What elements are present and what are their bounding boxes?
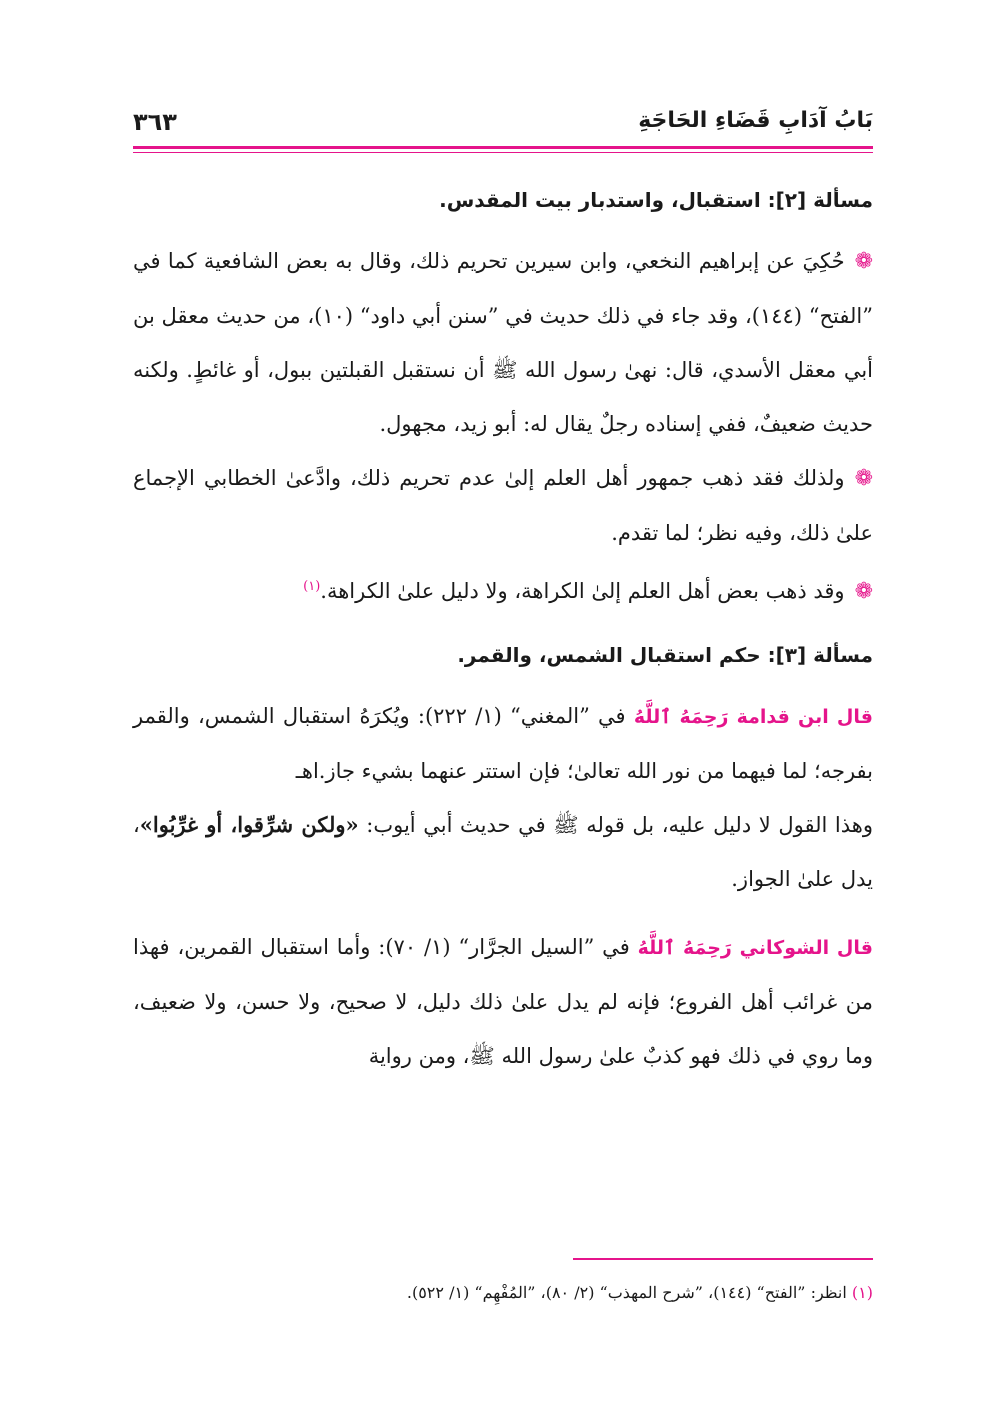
- chapter-title: بَابُ آدَابِ قَضَاءِ الحَاجَةِ: [638, 108, 873, 133]
- footnote-reference[interactable]: (١): [303, 579, 321, 594]
- header-rule-thick: [133, 146, 873, 149]
- paragraph-text: وقد ذهب بعض أهل العلم إلىٰ الكراهة، ولا دليل علىٰ الكراهة.: [320, 579, 845, 603]
- hadith-quote: «ولكن شرِّقوا، أو غرِّبُوا»: [139, 812, 359, 837]
- header-rule-thin: [133, 152, 873, 153]
- footnote-text: انظر: ”الفتح“ (١٤٤)، ”شرح المهذب“ (٢/ ٨٠)، ”المُفْهِم“ (١/ ٥٢٢).: [406, 1283, 847, 1302]
- footnote: [133, 1280, 873, 1306]
- page-number: ٣٦٣: [133, 108, 177, 136]
- paragraph-text: حُكِيَ عن إبراهيم النخعي، وابن سيرين تحريم ذلك، وقال به بعض الشافعية كما في ”الفتح“ (١٤٤)، وقد جاء في ذلك حديث في ”سنن أبي داود“ (١٠)، من حديث معقل بن أبي معقل الأسدي، قال: نهىٰ رسول الله ﷺ أن نستقبل القبلتين ببول، أو غائطٍ. ولكنه حديث ضعيفٌ، ففي إسناده رجلٌ يقال له: أبو زيد، مجهول.: [133, 249, 873, 436]
- paragraph-text: ، يدل علىٰ الجواز.: [133, 813, 873, 891]
- section-heading-q2: مسألة [٢]: استقبال، واستدبار بيت المقدس.: [439, 188, 873, 212]
- paragraph-text: في ”المغني“ (١/ ٢٢٢): ويُكرَهُ استقبال الشمس، والقمر بفرجه؛ لما فيهما من نور الله تعالىٰ؛ فإن استتر عنهما بشيء جاز.اهـ: [133, 704, 873, 783]
- page-header: [133, 108, 873, 148]
- paragraph-q2-1: [133, 234, 873, 451]
- flower-icon: ❁: [854, 466, 873, 491]
- spacer: [133, 906, 873, 920]
- flower-icon: ❁: [854, 579, 873, 604]
- footnote-number: (١): [851, 1283, 873, 1302]
- paragraph-q2-2: [133, 451, 873, 560]
- spacer: [133, 619, 873, 633]
- paragraph-q3-1: [133, 689, 873, 798]
- flower-icon: ❁: [854, 249, 873, 274]
- page-body: [133, 178, 873, 1083]
- paragraph-text: في ”السيل الجرَّار“ (١/ ٧٠): وأما استقبال القمرين، فهذا من غرائب أهل الفروع؛ فإنه لم يدل علىٰ ذلك دليل، لا صحيح، ولا حسن، ولا ضعيف، وما روي في ذلك فهو كذبٌ علىٰ رسول الله ﷺ، ومن رواية: [133, 935, 873, 1068]
- scholar-name: قال ابن قدامة رَحِمَهُ ٱللَّهُ: [633, 706, 873, 728]
- paragraph-q3-3: [133, 920, 873, 1083]
- paragraph-text: وهذا القول لا دليل عليه، بل قوله ﷺ في حديث أبي أيوب:: [366, 813, 873, 837]
- footnote-separator: [573, 1258, 873, 1260]
- paragraph-q2-3: [133, 560, 873, 619]
- paragraph-q3-2: [133, 798, 873, 906]
- paragraph-text: ولذلك فقد ذهب جمهور أهل العلم إلىٰ عدم تحريم ذلك، وادَّعىٰ الخطابي الإجماع علىٰ ذلك، وفيه نظر؛ لما تقدم.: [133, 466, 873, 545]
- scholar-name: قال الشوكاني رَحِمَهُ ٱللَّهُ: [637, 937, 873, 959]
- section-heading-q3: مسألة [٣]: حكم استقبال الشمس، والقمر.: [457, 643, 873, 667]
